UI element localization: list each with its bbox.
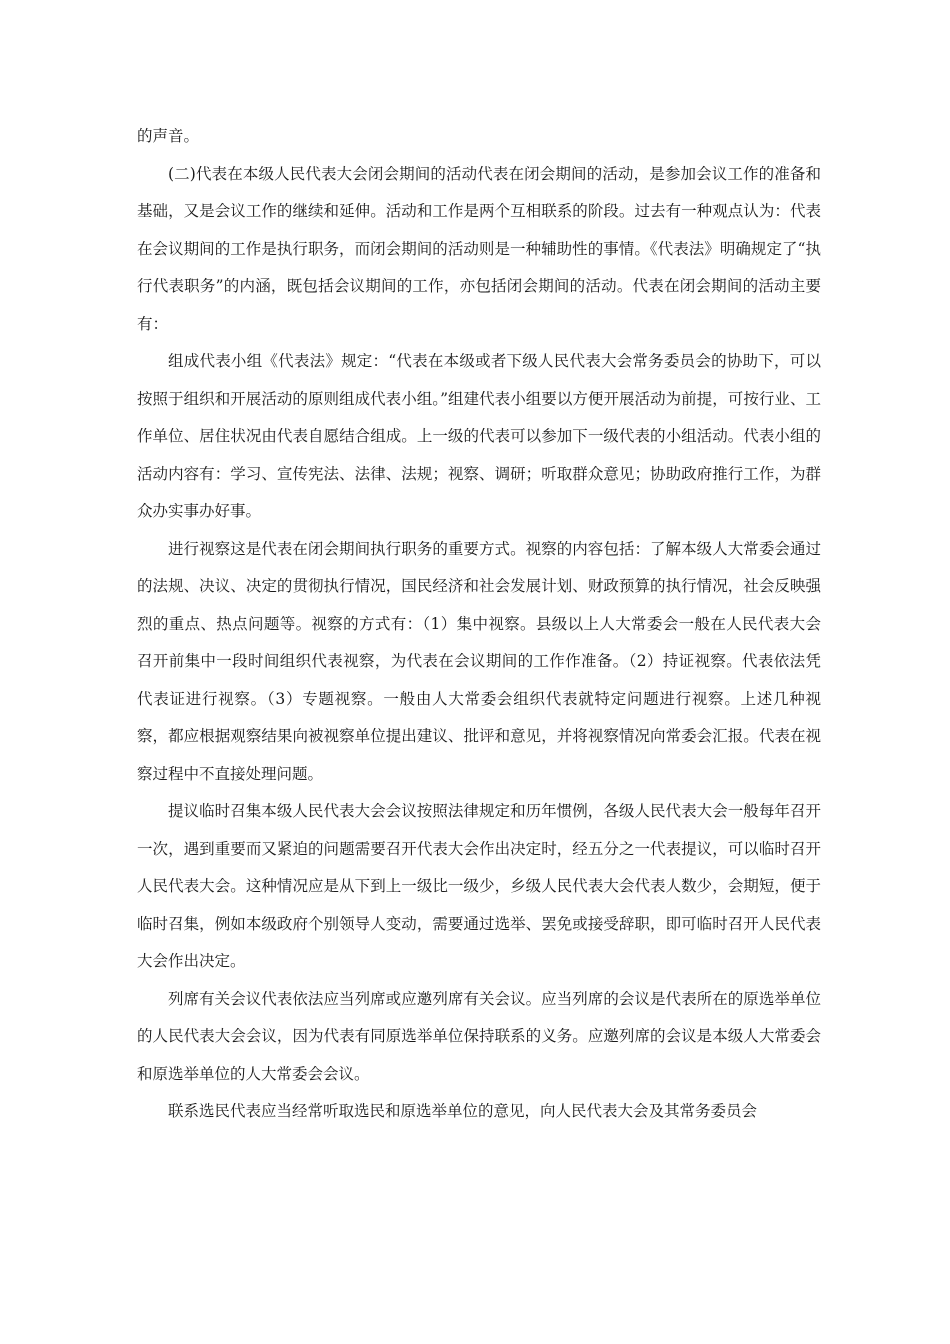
- paragraph-contact-voters: 联系选民代表应当经常听取选民和原选举单位的意见，向人民代表大会及其常务委员会: [168, 1102, 758, 1120]
- paragraph-temporary-session: 提议临时召集本级人民代表大会会议按照法律规定和历年惯例，各级人民代表大会一般每年召开一次，遇到重要而又紧迫的问题需要召开代表大会作出决定时，经五分之一代表提议，可以临时召开人民代表大会。这种情况应是从下到上一级比一级少，乡级人民代表大会代表人数少，会期短，便于临时召集，例如本级政府个别领导人变动，需要通过选举、罢免或接受辞职，即可临时召开人民代表大会作出决定。: [137, 802, 821, 970]
- paragraph-representative-group: 组成代表小组《代表法》规定：“代表在本级或者下级人民代表大会常务委员会的协助下，可以按照于组织和开展活动的原则组成代表小组。”组建代表小组要以方便开展活动为前提，可按行业、工作单位、居住状况由代表自愿结合组成。上一级的代表可以参加下一级代表的小组活动。代表小组的活动内容有：学习、宣传宪法、法律、法规；视察、调研；听取群众意见；协助政府推行工作，为群众办实事办好事。: [137, 352, 821, 520]
- paragraph-continuation: 的声音。: [137, 127, 200, 145]
- paragraph-attend-meetings: 列席有关会议代表依法应当列席或应邀列席有关会议。应当列席的会议是代表所在的原选举单位的人民代表大会会议，因为代表有同原选举单位保持联系的义务。应邀列席的会议是本级人大常委会和原选举单位的人大常委会会议。: [137, 989, 821, 1083]
- paragraph-inspection: 进行视察这是代表在闭会期间执行职务的重要方式。视察的内容包括：了解本级人大常委会通过的法规、决议、决定的贯彻执行情况，国民经济和社会发展计划、财政预算的执行情况，社会反映强烈的重点、热点问题等。视察的方式有：（1）集中视察。县级以上人大常委会一般在人民代表大会召开前集中一段时间组织代表视察，为代表在会议期间的工作作准备。（2）持证视察。代表依法凭代表证进行视察。（3）专题视察。一般由人大常委会组织代表就特定问题进行视察。上述几种视察，都应根据观察结果向被视察单位提出建议、批评和意见，并将视察情况向常委会汇报。代表在视察过程中不直接处理问题。: [137, 539, 821, 783]
- document-body: [137, 118, 821, 1131]
- paragraph-closing-period-activities: (二)代表在本级人民代表大会闭会期间的活动代表在闭会期间的活动，是参加会议工作的准备和基础，又是会议工作的继续和延伸。活动和工作是两个互相联系的阶段。过去有一种观点认为：代表在会议期间的工作是执行职务，而闭会期间的活动则是一种辅助性的事情。《代表法》明确规定了“执行代表职务”的内涵，既包括会议期间的工作，亦包括闭会期间的活动。代表在闭会期间的活动主要有：: [137, 164, 821, 333]
